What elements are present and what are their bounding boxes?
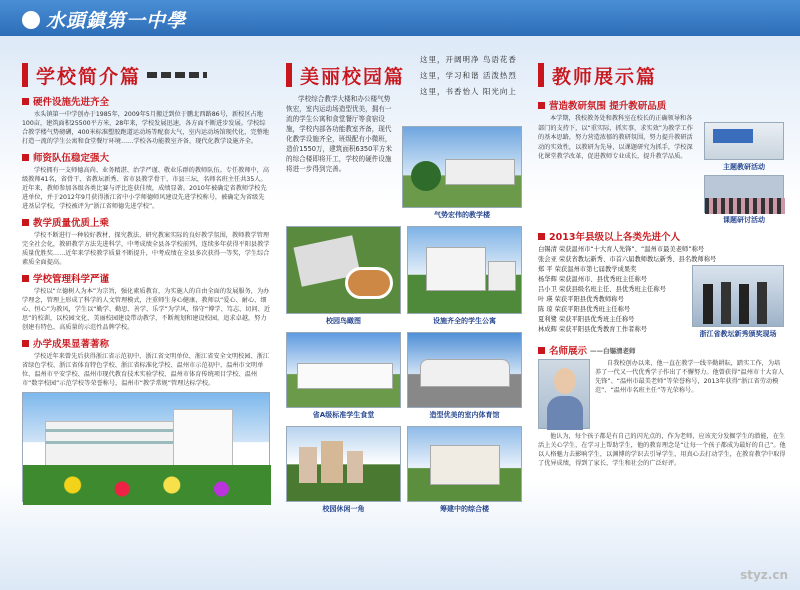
intro-column [22, 60, 270, 502]
intro-section: 师资队伍稳定强大 学校拥有一支师德高尚、业务精湛、治学严谨、敬业乐群的教师队伍。专任教师中，高级教师41名，省骨干、省教坛新秀、省市县教学骨干、市县三坛，名师名班主任共35人。近年来，教师参加各级各类比赛与评比连获佳绩，成绩显著。2010年被确定省教师学校先进单位，并于2012年9月获得浙江省中小学师德师风建设先进学校称号，被确定为省级先进基层学校，学校被评为“浙江省师德先进学校”。 [22, 153, 270, 210]
list-item: 吕小卫 荣获县级名班主任、县优秀班主任称号 [538, 286, 666, 293]
campus-intro: 学校综合教学大楼和办公楼气势恢宏，室内运动场造型优美，拥有一流的学生公寓和食堂餐厅等食宿设施，学校内部各功能教室齐备，现代化教学设施齐全，班级配有小微班，造价1550万，建筑面积6350平方米的综合楼即将开工，学校的硬件设施将进一步得到完善。 [286, 95, 393, 173]
photo-caption: 校园休闲一角 [322, 505, 365, 513]
campus-poem: 这里，开阔明净 鸟语花香 这里，学习和谐 活泼热烈 这里，书香怡人 阳光向上 [420, 55, 517, 96]
photo-caption: 造型优美的室内体育馆 [429, 411, 500, 419]
intro-section: 教学质量优质上乘 学校不断进行一种较好教材、探究教法、研究教案实际的良好教学氛围，教师教学管理完全社会化，教研教学方法先进科学，中考成绩全县各学校前列，连续多年获得平阳县教学质量优胜奖……近年来学校教学质量不断提升，中考成绩在全县多次获得一等奖，学生综合素质全面提高。 [22, 218, 270, 266]
list-item: 陈 琼 荣获平阳县优秀班主任称号 [538, 306, 631, 313]
photo-caption: 浙江省教坛新秀颁奖现场 [699, 330, 777, 338]
teacher-philosophy: 他认为，每个孩子都是有自己的闪光点的，作为老师，应该充分发掘学生的潜能，在生活上关心学生，在学习上帮助学生，他的教育理念是“让每一个孩子都成为最好的自己”。他以人格魅力去影响学生，以渊博的学识去引导学生，用真心去打动学生，在教育教学中取得了优异成绩，得到了家长、学生和社会的广泛好评。 [538, 433, 786, 467]
photo-caption: 校园鸟瞰图 [326, 317, 361, 325]
list-item: 叶 瑛 荣获平阳县优秀教师称号 [538, 296, 624, 303]
teacher-portrait [538, 359, 590, 429]
teachers-title: 教师展示篇 [538, 60, 786, 90]
list-item: 杨华辉 荣获温州市、县优秀班主任称号 [538, 276, 648, 283]
teacher-bio: 自我校创办以来，他一直在教学一线辛勤耕耘，踏实工作，为培养了一代又一代优秀学子作出了不懈努力。他曾获得“温州市十大育人先锋”、“温州市最美老师”等荣誉称号，2013年获得“浙江省劳动模范”、“温州市名班主任”等光荣称号。 [595, 360, 784, 394]
honors-list [538, 245, 717, 339]
list-item: 郑 平 荣获温州市第七届教学成果奖 [538, 266, 637, 273]
teachers-column: 教师展示篇 营造教研氛围 提升教研品质 本学期，我校教务处和教科室在校长的正确领导和各部门的支持下，以“重实际，抓实事，求实效”为教学工作的基本思路，努力营造浓郁的教研氛围，努力提升教研活动的实效性，以教研为先导，以课题研究为抓手，学校深化课堂教学改革，促进教师专业成长，提升教学品质。 主题教研活动 课题研讨活动 2013年县级以上各类先进个人 白锡清 荣获温州市“十大育人先锋”、“温州市最美老师”称号 张会亚 荣获省教坛新秀、市首六届教师教坛新秀、县名教师称号 郑 平 荣获温州市第七届教学成果奖 杨华辉 荣获温州市、县优秀班主任称号 吕小卫 荣获县级名班主任、县优秀班主任称号 叶 瑛 荣获平阳县优秀教师称号 陈 琼 荣获平阳县优秀班主任称号 夏利鹭 荣获平阳县优秀班主任称号 林成辉 荣获平阳县优秀教育工作者称号 浙江省教坛新秀颁奖现场 名师展示 ——白锡清老师 自我校创办以来，他一直在教学一线辛勤耕耘，踏实工作，为培养了一代又一代优秀学子作出了不懈努力。他曾获得“温州市十大育人先锋”、“温州市最美老师”等荣誉称号，2013年获得“浙江省劳动模范”、“温州市名班主任”等光荣称号。 他认为，每个孩子都是有自己的闪光点的，作为老师，应该充分发掘学生的潜能，在生活上关心学生，在学习上帮助学生，他的教育理念是“让每一个孩子都成为最好的自己”。他以人格魅力去影响学生，以渊博的学识去引导学生，用真心去打动学生，在教育教学中取得了优异成绩，得到了家长、学生和社会的广泛好评。 [538, 60, 786, 468]
photo-caption: 课题研讨活动 [723, 216, 765, 224]
teaching-building-photo [402, 126, 522, 208]
school-brand [22, 6, 186, 33]
list-item: 夏利鹭 荣获平阳县优秀班主任称号 [538, 316, 635, 323]
canteen-photo [286, 332, 401, 408]
photo-caption: 筹建中的综合楼 [440, 505, 489, 513]
dormitory-photo [407, 226, 522, 314]
award-photo [692, 265, 784, 327]
campus-column [286, 60, 522, 514]
research-photo [704, 122, 784, 160]
teaching-research-text: 本学期，我校教务处和教科室在校长的正确领导和各部门的支持下，以“重实际，抓实事，求实效”为教学工作的基本思路，努力营造浓郁的教研氛围，努力提升教研活动的实效性，以教研为先导，以课题研究为抓手，学校深化课堂教学改革，促进教师专业成长，提升教学品质。 [538, 115, 693, 160]
photo-caption: 气势宏伟的教学楼 [434, 211, 490, 219]
campus-building-photo [22, 392, 270, 502]
list-item: 白锡清 荣获温州市“十大育人先锋”、“温州市最美老师”称号 [538, 246, 705, 253]
new-building-photo [407, 426, 522, 502]
intro-section: 办学成果显著著称 学校近年来曾先后获得浙江省示范初中、浙江省文明单位、浙江省安全文明校园、浙江省绿色学校、浙江省体育特色学校、浙江省标准化学校、温州市示范初中、温州市文明单位、温州市平安学校、温州市现代教育技术实验学校、温州市体育传统项目学校、温州市“数字校园”示范学校等荣誉称号，温州市“教学常规”管理达标学校。 [22, 339, 270, 387]
intro-section: 学校管理科学严谨 学校以“立德树人为本”为宗旨，强化素质教育，为实施人的自由全面的发展服务，为办学理念，管理上形成了科学的人文管理模式，注重师生身心健康，教师以“爱心、耐心、细心、恒心”为教风，学生以“勤学、勤思、善学、乐学”为学风，恪守“博学、笃志、切问、近思”的校训，以校园文化、美丽校园建设带动教学，不断规划和建设校园，追求卓越，努力创建有特色、高质量的示范性品牌学校。 [22, 274, 270, 331]
list-item: 林成辉 荣获平阳县优秀教育工作者称号 [538, 326, 648, 333]
school-logo-icon [22, 11, 40, 29]
campus-title: 美丽校园篇 [286, 60, 522, 90]
photo-caption: 主题教研活动 [723, 163, 765, 171]
intro-title: 学校简介篇 [22, 60, 270, 90]
list-item: 张会亚 荣获省教坛新秀、市首六届教师教坛新秀、县名教师称号 [538, 256, 717, 263]
aerial-view-photo [286, 226, 401, 314]
brand-text: 水頭鎮第一中學 [46, 10, 187, 32]
photo-caption: 省A级标准学生食堂 [312, 411, 375, 419]
intro-section: 硬件设施先进齐全 水头镇第一中学创办于1985年，2009年5月搬迁到位于鹏北西路86号，新校区占地100亩，建筑面积25500平方米，28年来，学校发展迅速，各方面不断进步发展。学校综合教学楼气势磅礴，400米标准塑胶跑道运动场等配套大气，室内运动场馆现代化，完整地打造一流的学生公寓和食堂餐厅环境……学校各功能教室齐备，现代化教学设施齐全。 [22, 97, 269, 145]
leisure-corner-photo [286, 426, 401, 502]
research-photo [704, 175, 784, 213]
photo-caption: 设施齐全的学生公寓 [433, 317, 496, 325]
gym-photo [407, 332, 522, 408]
top-banner [0, 0, 800, 36]
watermark: styz.cn [740, 568, 788, 582]
